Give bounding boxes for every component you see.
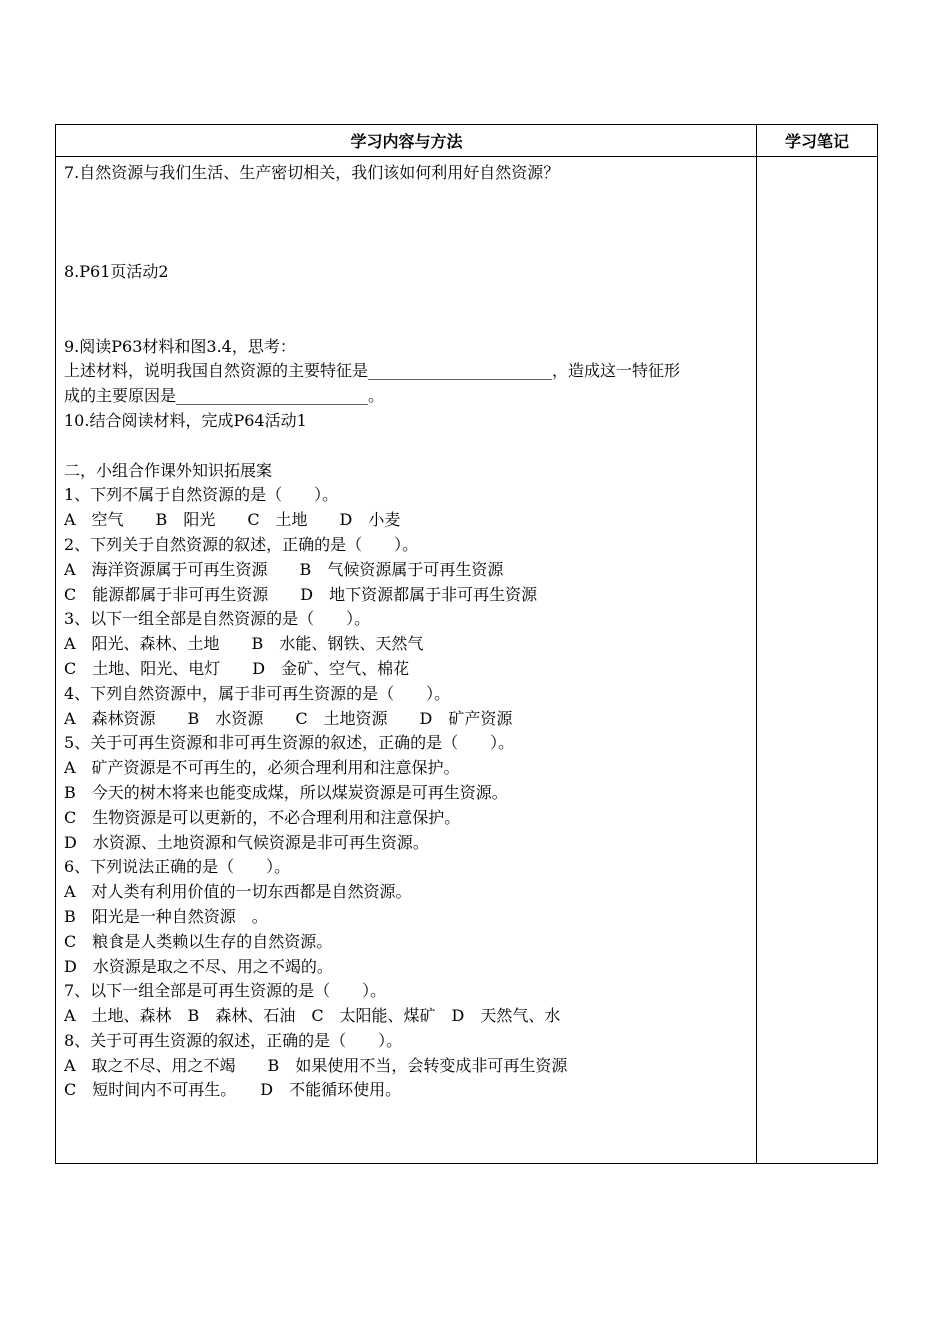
- content-line: 9.阅读P63材料和图3.4，思考：: [64, 336, 296, 356]
- content-line: 6、下列说法正确的是（ ）。: [64, 857, 291, 877]
- content-line: A 对人类有利用价值的一切东西都是自然资源。: [64, 882, 412, 902]
- content-line: C 能源都属于非可再生资源 D 地下资源都属于非可再生资源: [64, 584, 538, 604]
- content-line: A 土地、森林 B 森林、石油 C 太阳能、煤矿 D 天然气、水: [64, 1006, 561, 1026]
- content-line: D 水资源、土地资源和气候资源是非可再生资源。: [64, 832, 429, 852]
- content-line: C 粮食是人类赖以生存的自然资源。: [64, 931, 333, 951]
- content-line: [64, 285, 752, 310]
- content-line: B 今天的树木将来也能变成煤，所以煤炭资源是可再生资源。: [64, 782, 508, 802]
- content-line: A 取之不尽、用之不竭 B 如果使用不当，会转变成非可再生资源: [64, 1055, 568, 1075]
- content-line: 成的主要原因是________________________。: [64, 386, 385, 406]
- content-line: 5、关于可再生资源和非可再生资源的叙述，正确的是（ ）。: [64, 733, 515, 753]
- content-line: B 阳光是一种自然资源 。: [64, 906, 268, 926]
- content-line: 上述材料，说明我国自然资源的主要特征是_______________________，造成这一特征形: [64, 361, 681, 381]
- content-line: 二，小组合作课外知识拓展案: [64, 460, 273, 480]
- content-line: A 矿产资源是不可再生的，必须合理利用和注意保护。: [64, 758, 460, 778]
- content-line: A 海洋资源属于可再生资源 B 气候资源属于可再生资源: [64, 559, 504, 579]
- content-line: 10.结合阅读材料，完成P64活动1: [64, 410, 307, 430]
- header-study-content: 学习内容与方法: [56, 125, 757, 157]
- content-line: A 空气 B 阳光 C 土地 D 小麦: [64, 510, 401, 530]
- content-line: A 森林资源 B 水资源 C 土地资源 D 矿产资源: [64, 708, 513, 728]
- study-content-cell: [64, 161, 752, 1103]
- content-line: [64, 434, 752, 459]
- content-line: 1、下列不属于自然资源的是（ ）。: [64, 485, 339, 505]
- content-line: 8、关于可再生资源的叙述，正确的是（ ）。: [64, 1030, 403, 1050]
- content-line: 7.自然资源与我们生活、生产密切相关，我们该如何利用好自然资源？: [64, 163, 560, 182]
- content-line: 3、以下一组全部是自然资源的是（ ）。: [64, 609, 371, 629]
- content-line: C 生物资源是可以更新的，不必合理利用和注意保护。: [64, 807, 461, 827]
- content-line: 2、下列关于自然资源的叙述，正确的是（ ）。: [64, 534, 419, 554]
- header-study-notes: 学习笔记: [757, 125, 877, 157]
- content-line: [64, 235, 752, 260]
- content-line: [64, 310, 752, 335]
- content-line: A 阳光、森林、土地 B 水能、钢铁、天然气: [64, 634, 424, 654]
- content-line: D 水资源是取之不尽、用之不竭的。: [64, 956, 333, 976]
- content-line: [64, 211, 752, 236]
- content-line: 8.P61页活动2: [64, 262, 169, 282]
- content-line: C 土地、阳光、电灯 D 金矿、空气、棉花: [64, 658, 410, 678]
- content-line: [64, 186, 752, 211]
- notes-cell[interactable]: [757, 157, 877, 1163]
- content-line: 7、以下一组全部是可再生资源的是（ ）。: [64, 981, 387, 1001]
- content-line: 4、下列自然资源中，属于非可再生资源的是（ ）。: [64, 683, 451, 703]
- worksheet-table: [55, 124, 878, 1164]
- content-line: C 短时间内不可再生。 D 不能循环使用。: [64, 1080, 402, 1100]
